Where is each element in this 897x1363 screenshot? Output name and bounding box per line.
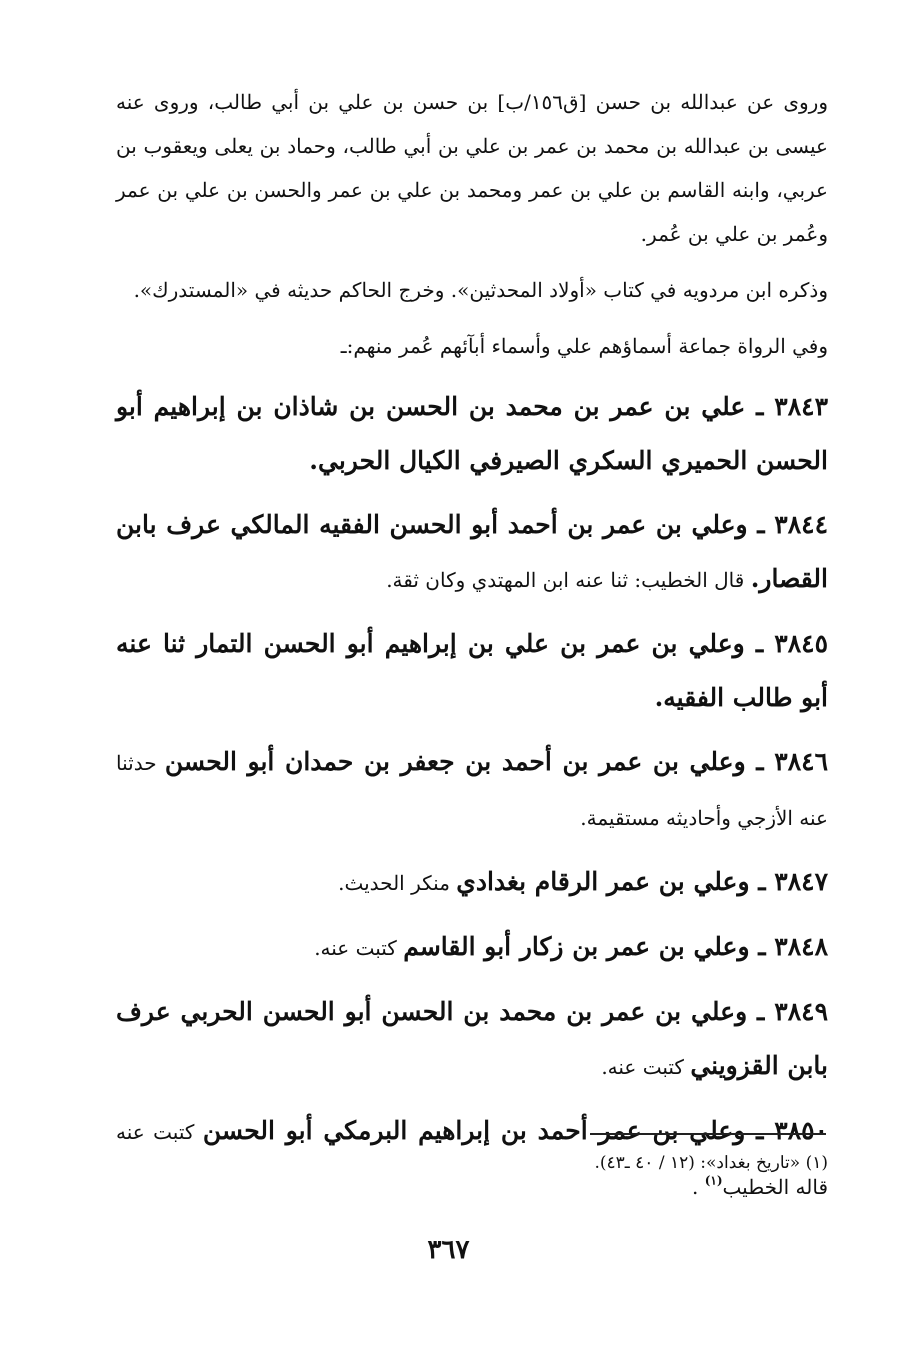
entry-3845 <box>116 617 828 725</box>
entry-heading: ٣٨٤٦ ـ وعلي بن عمر بن أحمد بن جعفر بن حمدان أبو الحسن <box>164 747 828 776</box>
entry-heading: ٣٨٤٨ ـ وعلي بن عمر بن زكار أبو القاسم <box>403 932 828 961</box>
entry-note: كتبت عنه. <box>314 936 404 960</box>
entry-heading: ٣٨٤٣ ـ علي بن عمر بن محمد بن الحسن بن شاذان بن إبراهيم أبو الحسن الحميري السكري الصيرفي الكيال الحربي. <box>116 392 828 475</box>
entry-3844 <box>116 498 828 607</box>
entry-3848 <box>116 920 828 975</box>
entry-3843 <box>116 380 828 488</box>
entry-note: قال الخطيب: ثنا عنه ابن المهتدي وكان ثقة. <box>386 568 751 592</box>
entry-heading: ٣٨٤٤ ـ وعلي بن عمر بن أحمد أبو الحسن الفقيه المالكي عرف بابن القصار. <box>116 510 828 593</box>
page-number: ٣٦٧ <box>427 1235 470 1265</box>
entry-end: . <box>691 1175 705 1199</box>
entry-heading: ٣٨٥٠ ـ وعلي بن عمر أحمد بن إبراهيم البرمكي أبو الحسن <box>202 1116 828 1145</box>
entry-heading: ٣٨٤٥ ـ وعلي بن عمر بن علي بن إبراهيم أبو الحسن التمار ثنا عنه أبو طالب الفقيه. <box>116 629 828 712</box>
entry-heading: ٣٨٤٩ ـ وعلي بن عمر بن محمد بن الحسن أبو الحسن الحربي عرف بابن القزويني <box>116 997 828 1080</box>
entry-note: منكر الحديث. <box>338 871 457 895</box>
paragraph: وروى عن عبدالله بن حسن [ق١٥٦/ب] بن حسن بن علي بن أبي طالب، وروى عنه عيسى بن عبدالله بن محمد بن عمر بن علي بن أبي طالب، وحماد بن يعلى ويعقوب بن عربي، وابنه القاسم بن علي بن عمر ومحمد بن علي بن عمر والحسن بن علي بن عمر وعُمر بن علي بن عُمر. <box>116 90 828 246</box>
paragraph: وذكره ابن مردويه في كتاب «أولاد المحدثين». وخرج الحاكم حديثه في «المستدرك». <box>133 278 828 302</box>
entry-note: حدثنا عنه الأزجي وأحاديثه مستقيمة. <box>116 751 828 830</box>
entry-3849 <box>116 985 828 1094</box>
footnote: (١) «تاريخ بغداد»: (١٢ / ٤٠ ـ٤٣). <box>594 1153 828 1173</box>
main-text <box>116 80 828 1224</box>
entry-note: كتبت عنه. <box>601 1055 691 1079</box>
footnote-marker[interactable]: (١) <box>704 1173 723 1188</box>
paragraph: وفي الرواة جماعة أسماؤهم علي وأسماء أبآئهم عُمر منهم:ـ <box>340 334 828 358</box>
entry-3846 <box>116 735 828 845</box>
entry-3847 <box>116 855 828 910</box>
entry-heading: ٣٨٤٧ ـ وعلي بن عمر الرقام بغدادي <box>456 867 828 896</box>
footnote-divider <box>590 1133 826 1135</box>
entry-note: كتبت عنه قاله الخطيب <box>116 1120 828 1199</box>
